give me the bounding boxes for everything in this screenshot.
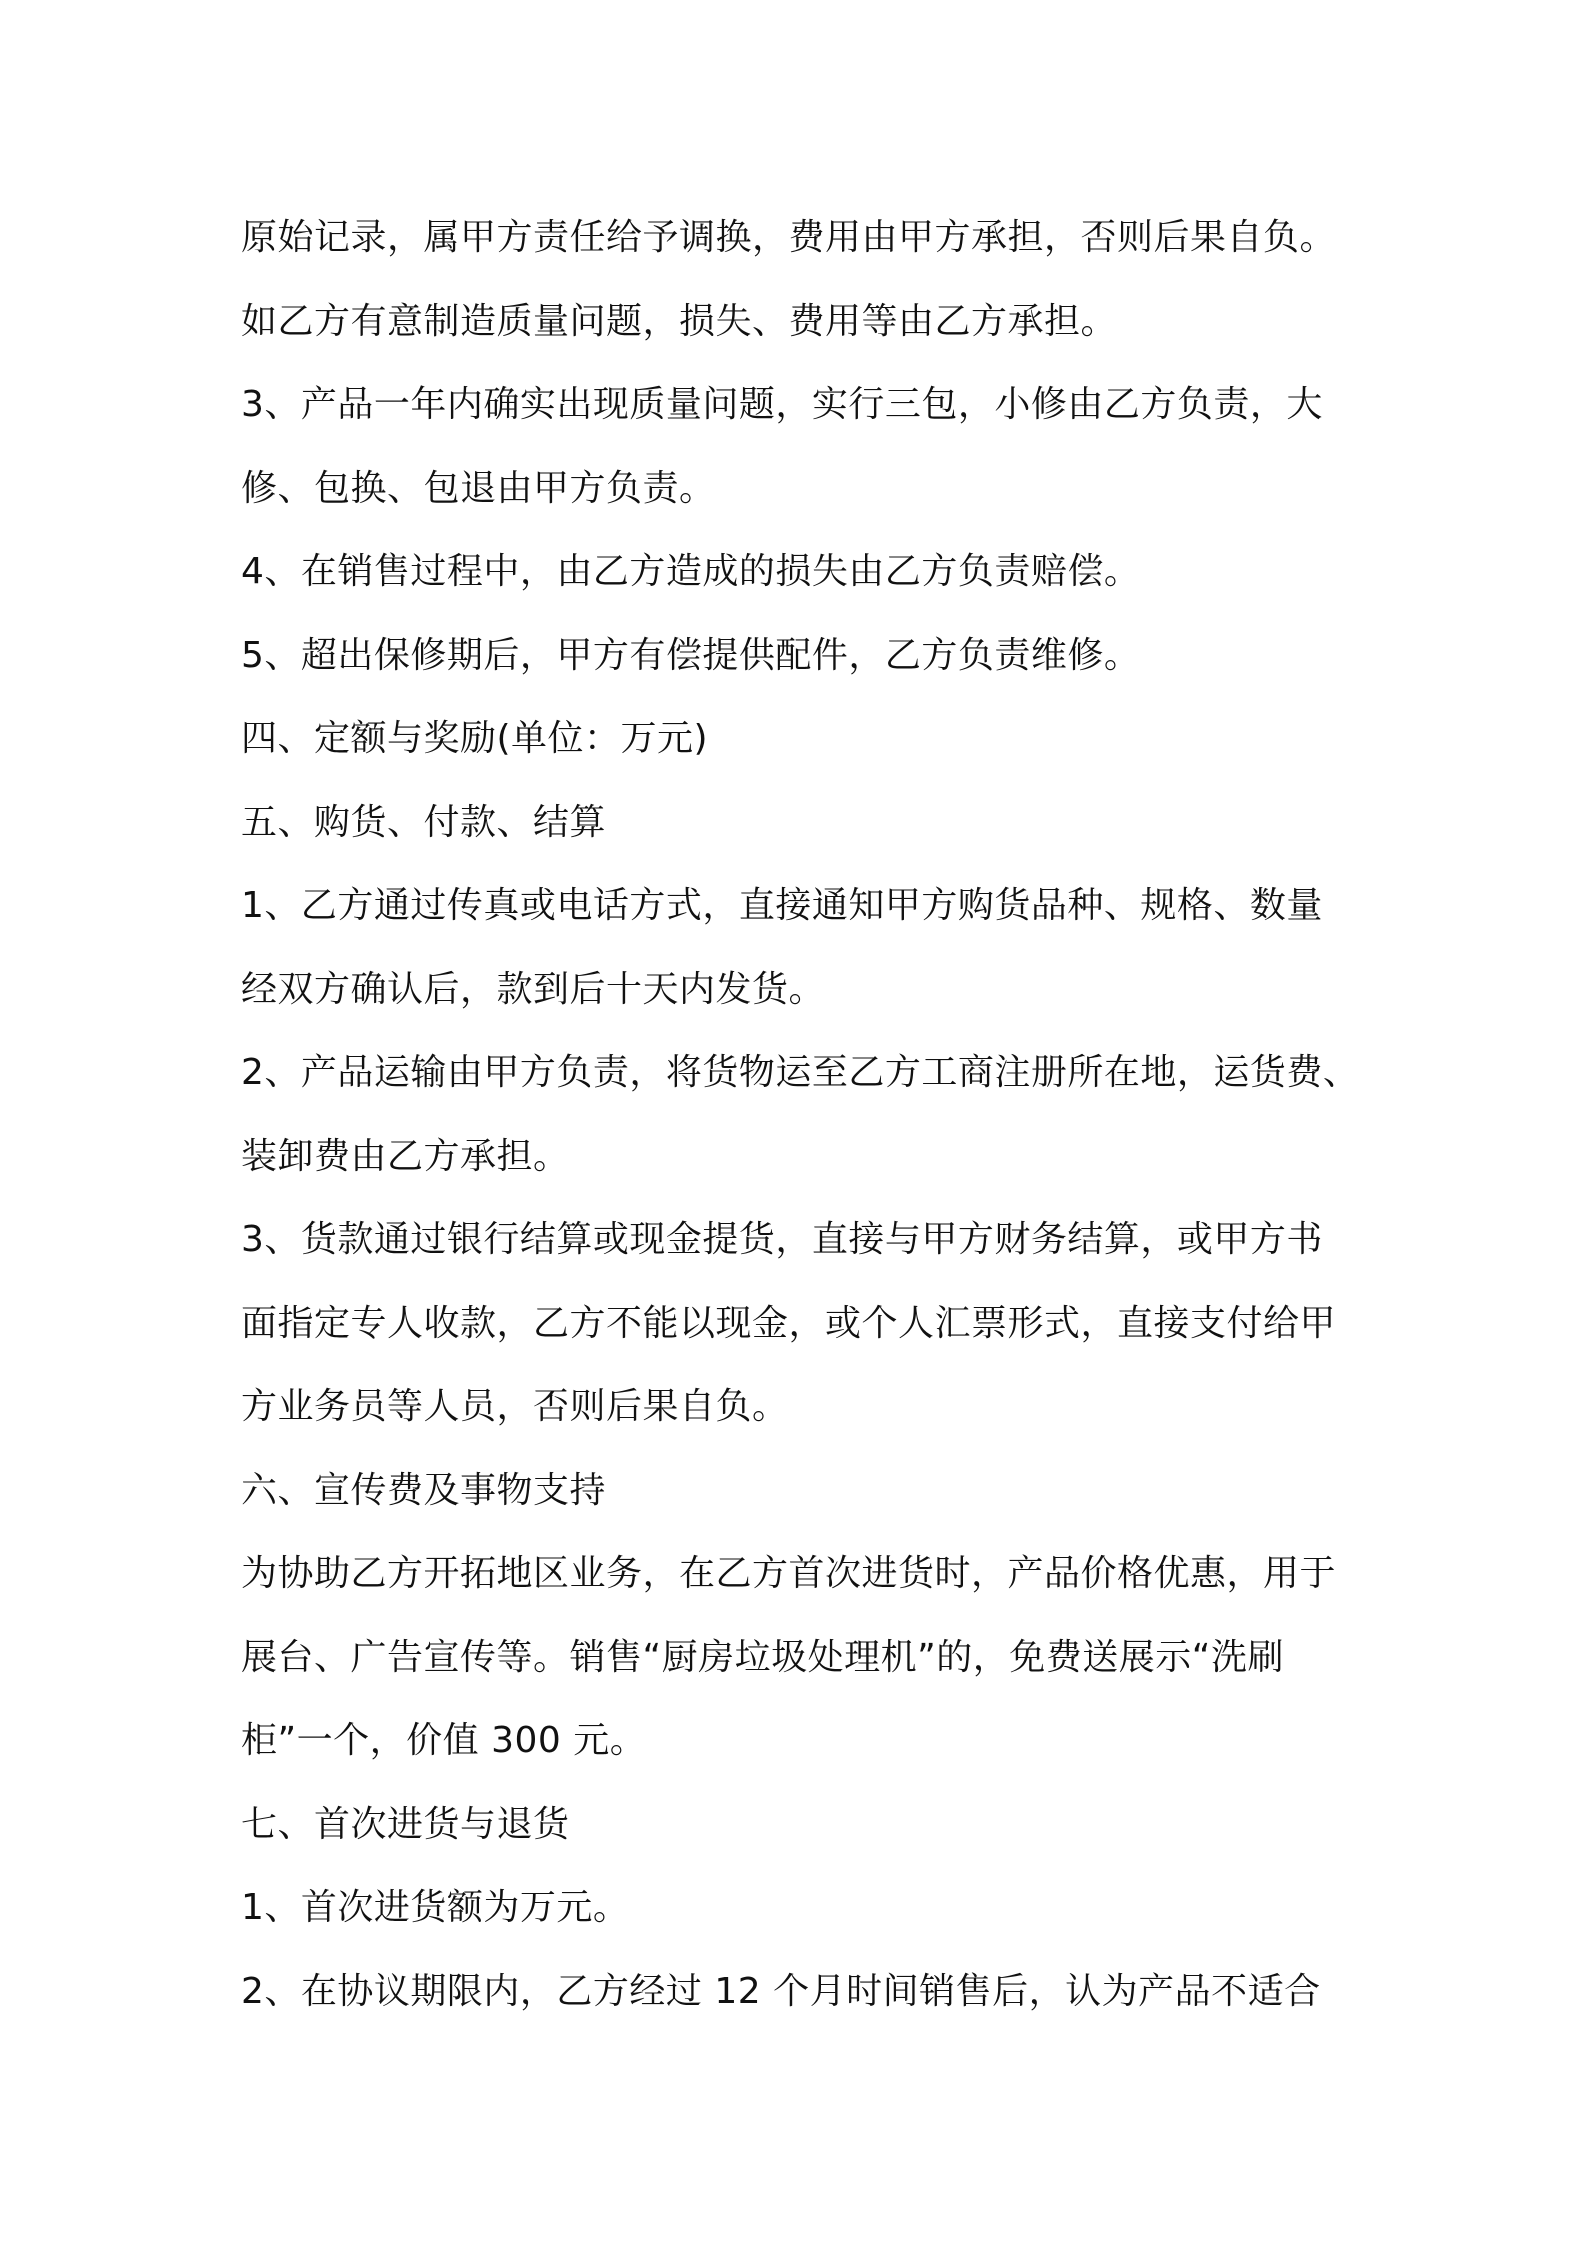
text-line: 2、在协议期限内，乙方经过 12 个月时间销售后，认为产品不适合 [241,1970,1321,2012]
text-line: 4、在销售过程中，由乙方造成的损失由乙方负责赔偿。 [241,551,1141,592]
section-heading: 六、宣传费及事物支持 [241,1469,607,1511]
text-line: 如乙方有意制造质量问题，损失、费用等由乙方承担。 [241,300,1118,342]
text-line: 3、货款通过银行结算或现金提货，直接与甲方财务结算，或甲方书 [241,1219,1323,1260]
text-line: 修、包换、包退由甲方负责。 [241,467,716,509]
document-body [241,196,1371,2033]
text-line: 5、超出保修期后，甲方有偿提供配件，乙方负责维修。 [241,634,1141,676]
text-line: 展台、广告宣传等。销售“厨房垃圾处理机”的，免费送展示“洗刷 [241,1636,1284,1678]
text-line: 柜”一个，价值 300 元。 [241,1720,647,1761]
section-heading: 四、定额与奖励(单位：万元) [241,718,709,759]
text-line: 1、首次进货额为万元。 [241,1887,630,1928]
text-line: 面指定专人收款，乙方不能以现金，或个人汇票形式，直接支付给甲 [241,1302,1337,1344]
text-line: 原始记录，属甲方责任给予调换，费用由甲方承担，否则后果自负。 [241,217,1337,258]
section-heading: 七、首次进货与退货 [241,1803,570,1845]
text-line: 3、产品一年内确实出现质量问题，实行三包，小修由乙方负责，大 [241,384,1323,425]
text-line: 1、乙方通过传真或电话方式，直接通知甲方购货品种、规格、数量 [241,885,1323,926]
text-line: 为协助乙方开拓地区业务，在乙方首次进货时，产品价格优惠，用于 [241,1553,1337,1594]
text-line: 方业务员等人员，否则后果自负。 [241,1386,789,1427]
text-line: 2、产品运输由甲方负责，将货物运至乙方工商注册所在地，运货费、 [241,1052,1360,1093]
section-heading: 五、购货、付款、结算 [241,801,607,843]
text-line: 装卸费由乙方承担。 [241,1135,570,1177]
text-line: 经双方确认后，款到后十天内发货。 [241,968,826,1010]
